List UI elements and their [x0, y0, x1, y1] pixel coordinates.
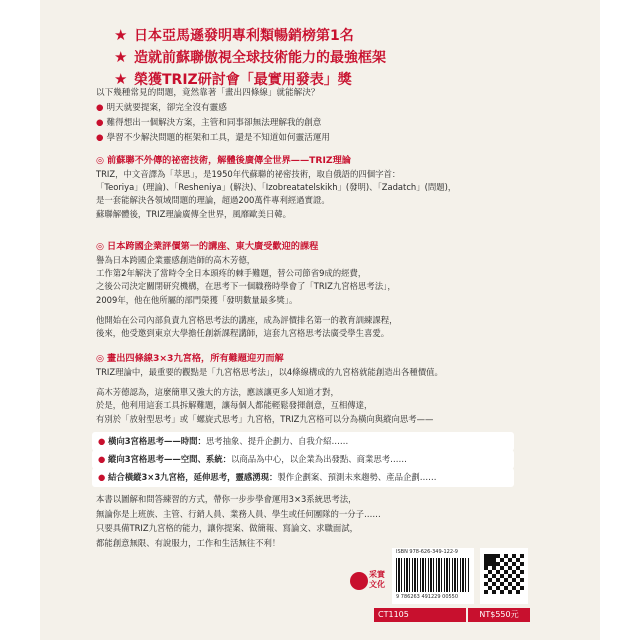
paragraph-line: 高木芳德認為，這麼簡單又強大的方法，應該讓更多人知道才對， [96, 387, 339, 398]
intro-bullet [96, 131, 536, 146]
paragraph-line: 蘇聯解體後，TRIZ理論廣傳全世界，風靡歐美日韓。 [96, 208, 292, 219]
highlight-horizontal [92, 432, 514, 451]
bullet-icon: ● [96, 118, 104, 128]
qr-code [480, 548, 528, 604]
price-label: NT$550元 [468, 608, 530, 622]
headline-text: 日本亞馬遜發明專利類暢銷榜第1名 [134, 28, 354, 44]
intro-bullet [96, 116, 536, 131]
isbn-barcode [392, 548, 474, 604]
publisher-logo-text: 采實文化 [369, 570, 385, 589]
highlight-title: 縱向3宮格思考——空間、系統： [107, 454, 232, 464]
isbn-text: ISBN 978-626-349-122-9 [396, 549, 458, 555]
paragraph-line: 「Teoriya」(理論)、「Resheniya」(解決)、「Izobreatatelskikh」(發明)、「Zadatch」(問題)， [96, 182, 457, 193]
paragraph-line: 他開始在公司內部負責九宮格思考法的講座，成為評價排名第一的教育訓練課程， [96, 314, 398, 325]
section-body-grid [96, 366, 536, 426]
section-heading-text: 日本跨國企業評價第一的講座、東大廣受歡迎的課程 [107, 241, 319, 252]
product-code: CT1105 [374, 608, 466, 622]
bullet-icon: ● [96, 133, 104, 143]
headline-text: 造就前蘇聯傲視全球技術能力的最強框架 [134, 50, 386, 66]
intro-bullet [96, 101, 536, 116]
intro-bullet-text: 明天就要提案，卻完全沒有靈感 [106, 103, 227, 113]
target-icon: ◎ [96, 155, 105, 166]
paragraph-line: 本書以圖解和問答練習的方式，帶你一步步學會運用3×3系統思考法， [96, 494, 357, 504]
target-icon: ◎ [96, 353, 105, 364]
headline-item [114, 46, 386, 68]
qr-code-icon [484, 554, 524, 594]
paragraph-line: 都能創意無限、有說服力，工作和生活無往不利！ [96, 537, 281, 548]
paragraph-line: TRIZ，中文音譯為「萃思」，是1950年代蘇聯的祕密技術，取自俄語的四個字首： [96, 169, 401, 179]
section-body-course [96, 254, 536, 340]
highlight-text: 以商品為中心，以企業為出發點、商業思考…… [231, 454, 407, 464]
paragraph-line: 只要具備TRIZ九宮格的能力，讓你提案、做簡報、寫論文、求職面試， [96, 523, 359, 534]
barcode-bars [396, 558, 470, 592]
barcode-addon: 00550 [442, 594, 459, 600]
highlight-title: 結合橫縱3×3九宮格，延伸思考，靈感湧現： [107, 472, 278, 482]
publisher-logo-mark [350, 572, 368, 590]
bullet-icon: ● [98, 472, 108, 482]
paragraph-line: TRIZ理論中，最重要的觀點是「九宮格思考法」，以4條線構成的九宮格就能創造出各種價值。 [96, 367, 443, 377]
section-heading-course [96, 238, 318, 252]
paragraph-line: 後來，他受邀到東京大學擔任創新課程講師，這套九宮格思考法廣受學生喜愛。 [96, 328, 390, 339]
section-heading-grid [96, 350, 284, 364]
paragraph-spacer [96, 379, 536, 386]
paragraph-line: 2009年，他在他所屬的部門榮獲「發明數量最多獎」。 [96, 294, 298, 305]
headline-list [114, 24, 386, 90]
publisher-logo [350, 570, 386, 594]
highlight-vertical [92, 450, 514, 469]
intro-bullet-text: 難得想出一個解決方案，主管和同事卻無法理解我的創意 [106, 118, 322, 128]
closing-paragraph [96, 492, 536, 550]
highlight-title: 橫向3宮格思考——時間： [107, 436, 206, 446]
barcode-number-row [396, 594, 458, 600]
star-icon: ★ [114, 48, 128, 66]
barcode-number: 9 786263 491229 [396, 594, 441, 600]
highlight-text: 製作企劃案、預測未來趨勢、產品企劃…… [277, 472, 437, 482]
paragraph-spacer [96, 307, 536, 314]
paragraph-line: 之後公司決定關閉研究機構，在思考下一個職務時學會了「TRIZ九宮格思考法」， [96, 281, 396, 292]
headline-item [114, 24, 386, 46]
paragraph-line: 譽為日本跨國企業靈感創造師的高木芳德， [96, 255, 256, 265]
intro-block [96, 86, 536, 146]
paragraph-line: 於是，他利用這套工具拆解難題，讓每個人都能輕鬆發揮創意，互相傳達， [96, 400, 373, 411]
intro-bullet-text: 學習不少解決問題的框架和工具，還是不知道如何靈活運用 [106, 133, 330, 143]
paragraph-line: 工作第2年解決了當時令全日本頭疼的棘手難題，替公司節省9成的經費， [96, 268, 367, 279]
highlight-combined [92, 468, 514, 487]
bullet-icon: ● [98, 454, 108, 464]
paragraph-line: 無論你是上班族、主管、行銷人員、業務人員、學生或任何團隊的一分子…… [96, 508, 381, 519]
star-icon: ★ [114, 70, 128, 88]
section-heading-text: 畫出四條線3×3九宮格，所有難題迎刃而解 [107, 353, 284, 364]
bullet-icon: ● [98, 436, 108, 446]
bullet-icon: ● [96, 103, 104, 113]
section-heading-triz [96, 152, 351, 166]
intro-question: 以下幾種常見的問題，竟然靠著「畫出四條線」就能解決？ [96, 88, 320, 98]
star-icon: ★ [114, 26, 128, 44]
headline-text: 榮獲TRIZ研討會「最實用發表」獎 [134, 72, 352, 88]
section-body-triz [96, 168, 536, 221]
target-icon: ◎ [96, 241, 105, 252]
paragraph-line: 是一套能解決各領域問題的理論，超過200萬件專利經過實證。 [96, 195, 330, 206]
highlight-text: 思考抽象、提升企劃力、自我介紹…… [205, 436, 349, 446]
paragraph-line: 有別於「放射型思考」或「螺旋式思考」九宮格，TRIZ九宮格可以分為橫向與縱向思考—— [96, 413, 434, 424]
section-heading-text: 前蘇聯不外傳的祕密技術，解體後廣傳全世界——TRIZ理論 [107, 155, 351, 166]
